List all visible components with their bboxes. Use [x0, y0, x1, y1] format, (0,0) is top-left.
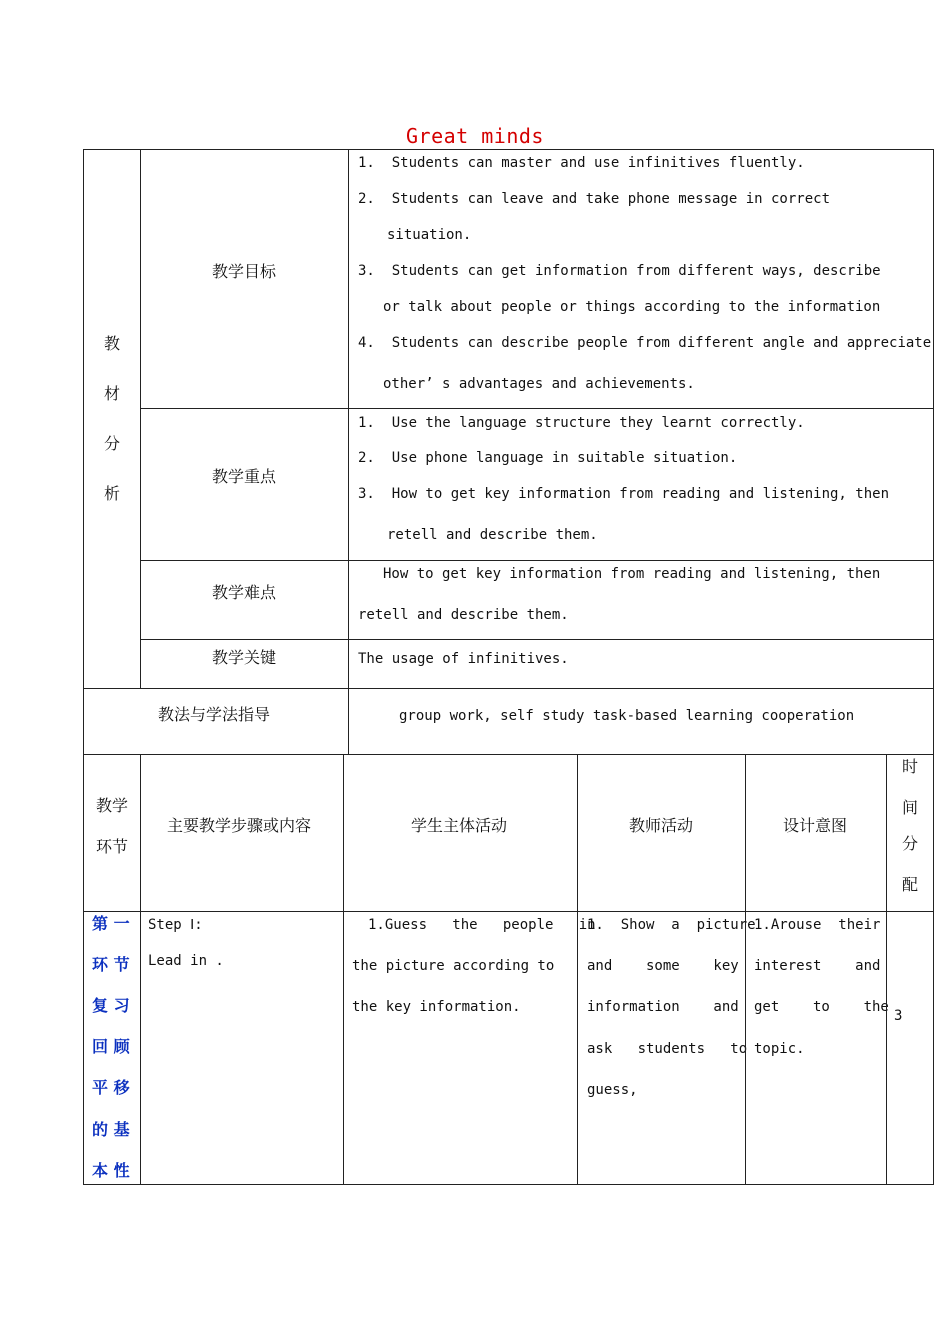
student-line: the picture according to	[352, 958, 555, 974]
objective-line: 1. Students can master and use infinitives fluently.	[358, 155, 805, 171]
stage-line: 平 移	[92, 1078, 130, 1097]
difficulties-label: 教学难点	[212, 583, 277, 602]
stage-line: 环 节	[92, 955, 130, 974]
header-time-char: 时	[902, 757, 919, 776]
key-point-line: 2. Use phone language in suitable situation.	[358, 450, 738, 466]
stage-line: 的 基	[92, 1120, 130, 1139]
methods-label: 教法与学法指导	[158, 705, 271, 724]
student-line: the key information.	[352, 999, 521, 1015]
steps-line: Step Ⅰ:	[148, 917, 203, 933]
key-points-label: 教学重点	[212, 467, 277, 486]
methods-text: group work, self study task-based learning cooperation	[399, 708, 855, 724]
key-point-line: 3. How to get key information from reading and listening, then	[358, 486, 890, 502]
header-stage-line: 教学	[96, 796, 129, 815]
key-point-line: 1. Use the language structure they learnt correctly.	[358, 415, 805, 431]
objective-line: situation.	[387, 227, 472, 243]
steps-line: Lead in .	[148, 953, 224, 969]
teacher-line: and some key	[587, 958, 739, 974]
key-text: The usage of infinitives.	[358, 651, 569, 667]
objective-line: 4. Students can describe people from different angle and appreciate	[358, 335, 932, 351]
header-stage-line: 环节	[96, 837, 129, 856]
header-time-char: 配	[902, 875, 919, 894]
analysis-section-char: 材	[104, 384, 121, 403]
teacher-line: ask students to	[587, 1041, 748, 1057]
document-title: Great minds	[406, 124, 544, 148]
header-intent: 设计意图	[783, 816, 848, 835]
stage-line: 本 性	[92, 1161, 130, 1180]
difficulty-line: How to get key information from reading and listening, then	[383, 566, 881, 582]
time-cell	[886, 911, 934, 1185]
objectives-label: 教学目标	[212, 262, 277, 281]
stage-line: 复 习	[92, 996, 130, 1015]
analysis-section-char: 析	[104, 484, 121, 503]
intent-line: interest and	[754, 958, 881, 974]
student-cell	[343, 911, 578, 1185]
header-stage-cell	[83, 754, 141, 912]
objective-line: 3. Students can get information from different ways, describe	[358, 263, 881, 279]
header-steps: 主要教学步骤或内容	[167, 816, 312, 835]
analysis-section-char: 分	[104, 434, 121, 453]
stage-line: 第 一	[92, 914, 130, 933]
teacher-line: 1. Show a picture	[587, 917, 756, 933]
header-teacher: 教师活动	[629, 816, 694, 835]
intent-line: get to the	[754, 999, 889, 1015]
time-value: 3	[894, 1008, 903, 1024]
analysis-section-cell	[83, 149, 141, 689]
teacher-line: information and	[587, 999, 739, 1015]
header-student: 学生主体活动	[411, 816, 508, 835]
analysis-section-char: 教	[104, 334, 121, 353]
teacher-line: guess,	[587, 1082, 638, 1098]
intent-line: 1.Arouse their	[754, 917, 881, 933]
difficulty-line: retell and describe them.	[358, 607, 569, 623]
stage-line: 回 顾	[92, 1037, 130, 1056]
objective-line: other’ s advantages and achievements.	[383, 376, 695, 392]
objective-line: or talk about people or things according to the information	[383, 299, 881, 315]
key-point-line: retell and describe them.	[387, 527, 598, 543]
key-label: 教学关键	[212, 648, 277, 667]
header-time-char: 间	[902, 798, 919, 817]
student-line: 1.Guess the people in	[368, 917, 596, 933]
header-time-char: 分	[902, 834, 919, 853]
intent-line: topic.	[754, 1041, 805, 1057]
objective-line: 2. Students can leave and take phone message in correct	[358, 191, 831, 207]
